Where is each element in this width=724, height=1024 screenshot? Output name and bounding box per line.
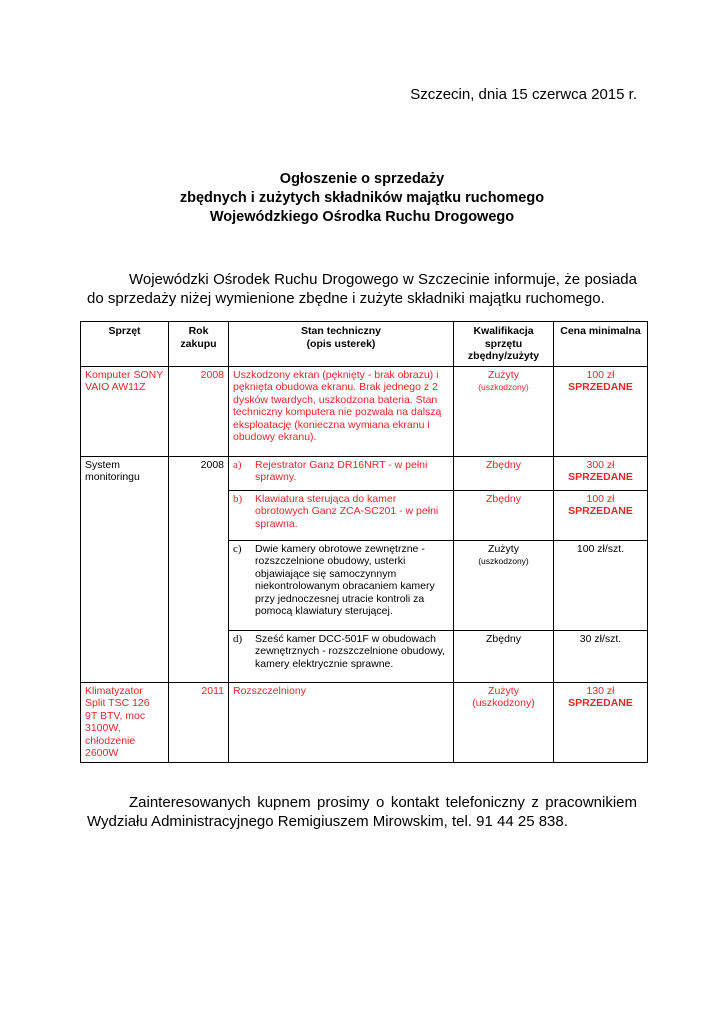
qualification-cell: Zbędny	[454, 630, 554, 682]
header-equipment: Sprzęt	[81, 322, 169, 367]
title-line-3: Wojewódzkiego Ośrodka Ruchu Drogowego	[209, 209, 515, 225]
document-date: Szczecin, dnia 15 czerwca 2015 r.	[410, 86, 637, 103]
qualification-cell: Zbędny	[454, 456, 554, 490]
sold-badge: SPRZEDANE	[568, 381, 633, 393]
sold-badge: SPRZEDANE	[568, 471, 633, 483]
equipment-cell: Klimatyzator Split TSC 126 9T BTV, moc 3100W, chłodzenie 2600W	[81, 682, 169, 762]
contact-paragraph	[87, 793, 637, 831]
intro-paragraph	[87, 270, 637, 308]
price-cell: 30 zł/szt.	[554, 630, 648, 682]
header-year: Rok zakupu	[169, 322, 229, 367]
sold-badge: SPRZEDANE	[568, 505, 633, 517]
price-cell: 130 zł SPRZEDANE	[554, 682, 648, 762]
table-header-row	[81, 322, 648, 367]
table-row	[81, 366, 648, 456]
year-cell: 2008	[169, 366, 229, 456]
title-line-1: Ogłoszenie o sprzedaży	[279, 171, 445, 187]
document-title	[0, 170, 724, 227]
condition-cell: Uszkodzony ekran (pęknięty - brak obrazu) i pęknięta obudowa ekranu. Brak jednego z 2 dysków twardych, uszkodzona bateria. Stan techniczny komputera nie pozwala na dalszą eksploatację (konieczna wymiana ekranu i obudowy ekranu).	[229, 366, 454, 456]
header-price: Cena minimalna	[554, 322, 648, 367]
condition-cell: d) Sześć kamer DCC-501F w obudowach zewnętrznych - rozszczelnione obudowy, kamery elektrycznie sprawne.	[229, 630, 454, 682]
intro-text: Wojewódzki Ośrodek Ruchu Drogowego w Szczecinie informuje, że posiada do sprzedaży niżej wymienione zbędne i zużyte składniki majątku ruchomego.	[87, 271, 637, 307]
qualification-cell: Zbędny	[454, 490, 554, 540]
qualification-cell: Zużyty (uszkodzony)	[454, 366, 554, 456]
year-cell: 2011	[169, 682, 229, 762]
equipment-cell: System monitoringu	[81, 456, 169, 682]
qualification-cell: Zużyty (uszkodzony)	[454, 682, 554, 762]
header-condition: Stan techniczny (opis usterek)	[229, 322, 454, 367]
price-cell: 100 zł SPRZEDANE	[554, 490, 648, 540]
header-qualification: Kwalifikacja sprzętu zbędny/zużyty	[454, 322, 554, 367]
condition-cell: c) Dwie kamery obrotowe zewnętrzne - rozszczelnione obudowy, usterki objawiające się samoczynnym niekontrolowanym obracaniem kamery przy jednoczesnej utracie kontroli za pomocą klawiatury sterującej.	[229, 540, 454, 630]
price-cell: 100 zł SPRZEDANE	[554, 366, 648, 456]
year-cell: 2008	[169, 456, 229, 682]
condition-cell: a) Rejestrator Ganz DR16NRT - w pełni sprawny.	[229, 456, 454, 490]
sold-badge: SPRZEDANE	[568, 697, 633, 709]
contact-text: Zainteresowanych kupnem prosimy o kontakt telefoniczny z pracownikiem Wydziału Administracyjnego Remigiuszem Mirowskim, tel. 91 44 25 838.	[87, 794, 637, 830]
table-row	[81, 456, 648, 490]
condition-cell: Rozszczelniony	[229, 682, 454, 762]
title-line-2: zbędnych i zużytych składników majątku ruchomego	[179, 190, 545, 206]
equipment-table	[80, 321, 648, 763]
condition-cell: b) Klawiatura sterująca do kamer obrotowych Ganz ZCA-SC201 - w pełni sprawna.	[229, 490, 454, 540]
equipment-cell: Komputer SONY VAIO AW11Z	[81, 366, 169, 456]
table-row	[81, 682, 648, 762]
price-cell: 100 zł/szt.	[554, 540, 648, 630]
qualification-cell: Zużyty (uszkodzony)	[454, 540, 554, 630]
price-cell: 300 zł SPRZEDANE	[554, 456, 648, 490]
